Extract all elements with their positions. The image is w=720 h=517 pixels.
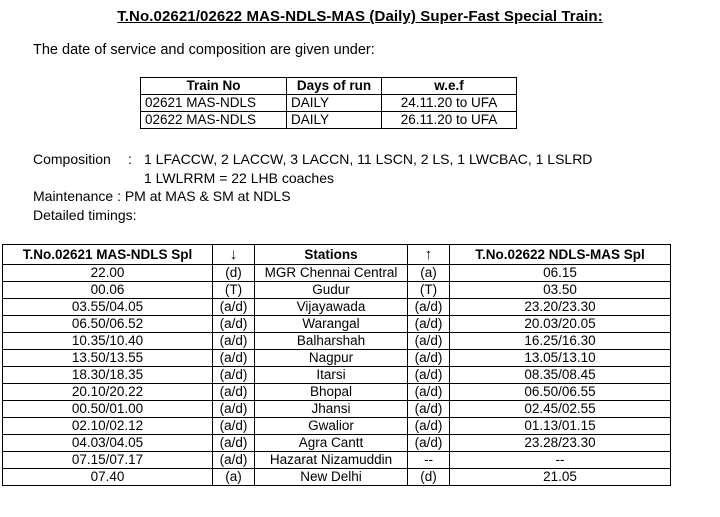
down-flag: (a/d): [213, 401, 255, 418]
up-time: 23.28/23.30: [450, 435, 671, 452]
table-row: [3, 435, 671, 452]
composition-line-2: 1 LWLRRM = 22 LHB coaches: [144, 170, 334, 186]
down-flag: (a/d): [213, 367, 255, 384]
service-days: DAILY: [287, 112, 382, 129]
down-flag: (a/d): [213, 316, 255, 333]
maintenance-value: PM at MAS & SM at NDLS: [124, 188, 291, 204]
service-wef: 26.11.20 to UFA: [382, 112, 517, 129]
up-time: 16.25/16.30: [450, 333, 671, 350]
timings-body: [3, 265, 671, 486]
timings-table: [2, 244, 671, 486]
table-row: [3, 401, 671, 418]
station-name: Gwalior: [255, 418, 408, 435]
table-row: [3, 367, 671, 384]
down-time: 10.35/10.40: [3, 333, 213, 350]
table-row: [3, 350, 671, 367]
station-name: Vijayawada: [255, 299, 408, 316]
up-time: 13.05/13.10: [450, 350, 671, 367]
up-flag: (a): [408, 265, 450, 282]
table-row: [3, 384, 671, 401]
down-flag: (a/d): [213, 452, 255, 469]
table-row: [3, 316, 671, 333]
down-time: 22.00: [3, 265, 213, 282]
table-row: [3, 299, 671, 316]
station-name: Agra Cantt: [255, 435, 408, 452]
table-row: [3, 265, 671, 282]
up-flag: (a/d): [408, 367, 450, 384]
down-time: 07.40: [3, 469, 213, 486]
down-time: 03.55/04.05: [3, 299, 213, 316]
page-title: T.No.02621/02622 MAS-NDLS-MAS (Daily) Super-Fast Special Train:: [117, 8, 603, 25]
up-flag: (a/d): [408, 333, 450, 350]
up-flag: (a/d): [408, 435, 450, 452]
table-row: [3, 469, 671, 486]
service-table: [140, 77, 517, 129]
header-down-train: T.No.02621 MAS-NDLS Spl: [3, 245, 213, 265]
station-name: Gudur: [255, 282, 408, 299]
up-flag: (a/d): [408, 350, 450, 367]
station-name: Bhopal: [255, 384, 408, 401]
down-arrow-icon: ↓: [213, 245, 255, 265]
down-time: 00.06: [3, 282, 213, 299]
down-flag: (a/d): [213, 418, 255, 435]
table-row: [3, 418, 671, 435]
composition-label: Composition: [33, 151, 111, 167]
up-time: 06.15: [450, 265, 671, 282]
station-name: Nagpur: [255, 350, 408, 367]
up-time: --: [450, 452, 671, 469]
up-flag: (a/d): [408, 384, 450, 401]
down-time: 20.10/20.22: [3, 384, 213, 401]
up-time: 03.50: [450, 282, 671, 299]
timings-header-row: [3, 245, 671, 265]
intro-text: The date of service and composition are given under:: [33, 42, 375, 58]
down-flag: (a/d): [213, 299, 255, 316]
maintenance-separator: :: [117, 188, 121, 204]
down-flag: (a): [213, 469, 255, 486]
header-up-train: T.No.02622 NDLS-MAS Spl: [450, 245, 671, 265]
up-flag: --: [408, 452, 450, 469]
up-time: 06.50/06.55: [450, 384, 671, 401]
table-row: [3, 333, 671, 350]
down-time: 04.03/04.05: [3, 435, 213, 452]
down-time: 18.30/18.35: [3, 367, 213, 384]
station-name: Warangal: [255, 316, 408, 333]
maintenance-label: Maintenance: [33, 188, 114, 204]
table-row: [3, 452, 671, 469]
down-flag: (a/d): [213, 384, 255, 401]
station-name: Itarsi: [255, 367, 408, 384]
service-train-no: 02621 MAS-NDLS: [141, 95, 287, 112]
service-header-wef: w.e.f: [382, 78, 517, 95]
station-name: Jhansi: [255, 401, 408, 418]
up-flag: (d): [408, 469, 450, 486]
service-row: [141, 112, 517, 129]
down-time: 02.10/02.12: [3, 418, 213, 435]
service-header-train-no: Train No: [141, 78, 287, 95]
service-wef: 24.11.20 to UFA: [382, 95, 517, 112]
up-time: 21.05: [450, 469, 671, 486]
down-flag: (d): [213, 265, 255, 282]
up-flag: (T): [408, 282, 450, 299]
up-time: 02.45/02.55: [450, 401, 671, 418]
down-flag: (a/d): [213, 350, 255, 367]
down-time: 06.50/06.52: [3, 316, 213, 333]
header-stations: Stations: [255, 245, 408, 265]
composition-separator: :: [128, 151, 132, 167]
down-time: 13.50/13.55: [3, 350, 213, 367]
station-name: Balharshah: [255, 333, 408, 350]
up-time: 23.20/23.30: [450, 299, 671, 316]
service-header-days: Days of run: [287, 78, 382, 95]
down-flag: (a/d): [213, 435, 255, 452]
station-name: New Delhi: [255, 469, 408, 486]
up-time: 01.13/01.15: [450, 418, 671, 435]
maintenance-line: [33, 188, 291, 204]
up-flag: (a/d): [408, 401, 450, 418]
up-flag: (a/d): [408, 418, 450, 435]
up-time: 08.35/08.45: [450, 367, 671, 384]
down-time: 07.15/07.17: [3, 452, 213, 469]
service-train-no: 02622 MAS-NDLS: [141, 112, 287, 129]
detailed-timings-label: Detailed timings:: [33, 207, 137, 223]
up-arrow-icon: ↑: [408, 245, 450, 265]
up-time: 20.03/20.05: [450, 316, 671, 333]
service-row: [141, 95, 517, 112]
service-days: DAILY: [287, 95, 382, 112]
table-row: [3, 282, 671, 299]
up-flag: (a/d): [408, 316, 450, 333]
up-flag: (a/d): [408, 299, 450, 316]
composition-block: [33, 150, 592, 188]
service-header-row: [141, 78, 517, 95]
down-flag: (a/d): [213, 333, 255, 350]
composition-line-1: 1 LFACCW, 2 LACCW, 3 LACCN, 11 LSCN, 2 LS, 1 LWCBAC, 1 LSLRD: [144, 151, 593, 167]
station-name: Hazarat Nizamuddin: [255, 452, 408, 469]
station-name: MGR Chennai Central: [255, 265, 408, 282]
down-time: 00.50/01.00: [3, 401, 213, 418]
down-flag: (T): [213, 282, 255, 299]
